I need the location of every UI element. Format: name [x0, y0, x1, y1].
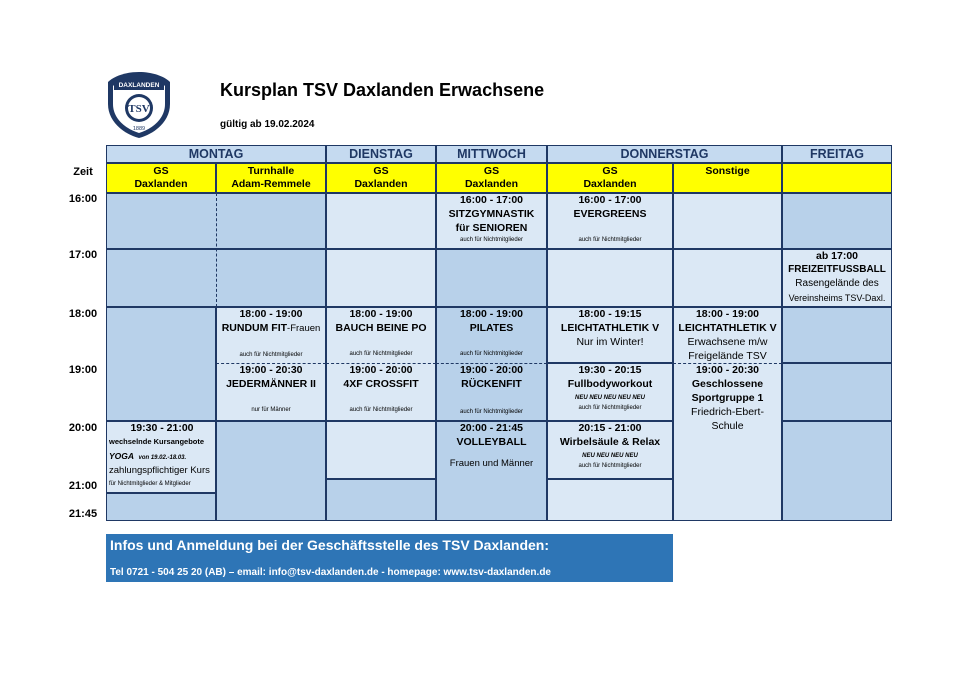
location-header	[216, 163, 326, 193]
course-time: 19:00 - 20:00	[459, 364, 524, 376]
slot-cell	[436, 249, 547, 307]
slot-cell	[326, 249, 436, 307]
slot-cell	[782, 421, 892, 521]
time-label: 19:00	[68, 364, 98, 376]
time-header: Zeit	[73, 166, 93, 178]
course-info: Freigelände TSV	[688, 350, 767, 362]
new-badge: NEU NEU NEU NEU	[582, 453, 638, 459]
course-rundum-fit	[216, 307, 326, 360]
course-note: auch für Nichtmitglieder	[349, 407, 413, 413]
course-name: BAUCH BEINE PO	[335, 322, 427, 334]
slot-cell	[106, 307, 216, 421]
slot-cell	[326, 479, 436, 521]
slot-cell	[326, 421, 436, 479]
location-line: Sonstige	[705, 165, 750, 177]
time-label: 20:00	[68, 422, 98, 434]
course-name: SITZGYMNASTIK	[448, 208, 535, 220]
course-time: 16:00 - 17:00	[459, 194, 524, 206]
course-note: auch für Nichtmitglieder	[459, 237, 524, 243]
slot-cell	[547, 479, 673, 521]
slot-cell	[673, 249, 782, 307]
course-note: auch für Nichtmitglieder	[578, 405, 642, 411]
location-header	[547, 163, 673, 193]
slot-cell	[782, 193, 892, 249]
new-badge: NEU NEU NEU NEU NEU	[574, 395, 645, 401]
course-note: nur für Männer	[251, 407, 291, 413]
course-info: Nur im Winter!	[576, 336, 644, 348]
course-place: Rasengelände des	[795, 278, 879, 289]
time-label: 21:45	[68, 508, 98, 520]
course-note: auch für Nichtmitglieder	[578, 237, 642, 243]
valid-from: gültig ab 19.02.2024	[220, 119, 315, 130]
course-name: PILATES	[469, 322, 514, 334]
course-time: 20:00 - 21:45	[459, 422, 524, 434]
time-label: 21:00	[68, 480, 98, 492]
column-divider	[216, 193, 217, 307]
location-header	[673, 163, 782, 193]
course-sportgruppe	[673, 363, 782, 433]
location-line: Daxlanden	[464, 178, 519, 190]
day-header-donnerstag: DONNERSTAG	[547, 145, 782, 163]
day-header-freitag: FREITAG	[782, 145, 892, 163]
time-label: 16:00	[68, 193, 98, 205]
location-line: GS	[373, 165, 389, 177]
course-name: Fullbodyworkout	[567, 378, 653, 390]
course-name: VOLLEYBALL	[456, 436, 527, 448]
course-note: für Nichtmitglieder & Mitglieder	[109, 481, 191, 487]
location-header	[106, 163, 216, 193]
course-evergreens	[547, 193, 673, 245]
course-name: YOGA	[109, 451, 135, 461]
svg-text:DAXLANDEN: DAXLANDEN	[118, 82, 160, 89]
course-name: FREIZEITFUSSBALL	[788, 264, 886, 275]
course-name: RUNDUM FIT	[221, 322, 288, 334]
location-line: Turnhalle	[247, 165, 295, 177]
course-time: 18:00 - 19:00	[459, 308, 524, 320]
course-note: auch für Nichtmitglieder	[349, 351, 413, 357]
course-info: zahlungspflichtiger Kurs	[109, 465, 210, 476]
course-time: 19:30 - 20:15	[578, 364, 642, 376]
course-name: Geschlossene	[691, 378, 764, 390]
location-line: GS	[483, 165, 500, 177]
course-name: für SENIOREN	[455, 222, 528, 234]
course-volleyball	[436, 421, 547, 471]
day-header-mittwoch: MITTWOCH	[436, 145, 547, 163]
course-note: auch für Nichtmitglieder	[459, 351, 524, 357]
contact-line: Tel 0721 - 504 25 20 (AB) – email: info@tsv-daxlanden.de - homepage: www.tsv-daxlanden.de	[110, 567, 551, 578]
course-sitzgymnastik	[436, 193, 547, 245]
svg-text:TSV: TSV	[128, 103, 150, 115]
time-label: 18:00	[68, 308, 98, 320]
course-bauch-beine-po	[326, 307, 436, 359]
course-name: LEICHTATHLETIK V	[678, 322, 777, 334]
course-note: auch für Nichtmitglieder	[578, 463, 642, 469]
course-name: EVERGREENS	[573, 208, 647, 220]
course-place: Friedrich-Ebert-	[691, 406, 764, 418]
course-time: 19:00 - 20:00	[349, 364, 413, 376]
location-line: GS	[153, 165, 169, 177]
course-info: Frauen und Männer	[449, 458, 534, 469]
course-time: 18:00 - 19:00	[239, 308, 303, 320]
info-banner	[106, 534, 673, 582]
location-line: Adam-Remmele	[231, 178, 311, 190]
slot-cell	[326, 193, 436, 249]
course-fullbodyworkout	[547, 363, 673, 413]
course-time: 16:00 - 17:00	[578, 194, 642, 206]
course-time: 19:00 - 20:30	[695, 364, 760, 376]
course-jedermaenner	[216, 363, 326, 415]
course-wirbelsaeule	[547, 421, 673, 471]
course-info: Erwachsene m/w	[687, 336, 768, 348]
course-name: JEDERMÄNNER II	[226, 378, 316, 390]
course-time: 18:00 - 19:00	[349, 308, 413, 320]
location-line: Daxlanden	[583, 178, 637, 190]
course-name: RÜCKENFIT	[461, 378, 522, 390]
course-info: wechselnde Kursangebote	[109, 437, 205, 446]
location-line: Daxlanden	[134, 178, 188, 190]
page-title: Kursplan TSV Daxlanden Erwachsene	[220, 80, 545, 100]
course-name: 4XF CROSSFIT	[343, 378, 419, 390]
day-header-dienstag: DIENSTAG	[326, 145, 436, 163]
course-name: Wirbelsäule & Relax	[559, 436, 661, 448]
course-crossfit	[326, 363, 436, 415]
course-dates: von 19.02.-18.03.	[138, 455, 187, 461]
slot-cell	[782, 307, 892, 363]
course-place: Vereinsheims TSV-Daxl.	[788, 293, 886, 303]
info-headline: Infos und Anmeldung bei der Geschäftsstelle des TSV Daxlanden:	[110, 537, 550, 553]
course-note: auch für Nichtmitglieder	[459, 409, 524, 415]
course-suffix: -Frauen	[287, 323, 321, 334]
location-line: GS	[602, 165, 618, 177]
course-pilates	[436, 307, 547, 359]
time-label: 17:00	[68, 249, 98, 261]
course-time: 19:30 - 21:00	[130, 422, 194, 434]
course-place: Schule	[711, 420, 744, 432]
location-header-empty	[782, 163, 892, 193]
slot-cell	[547, 249, 673, 307]
slot-cell	[782, 363, 892, 421]
location-header	[436, 163, 547, 193]
course-time: 20:15 - 21:00	[578, 422, 642, 434]
course-rueckenfit	[436, 363, 547, 417]
course-yoga	[109, 421, 215, 491]
course-time: ab 17:00	[815, 250, 859, 262]
course-time: 18:00 - 19:00	[695, 308, 760, 320]
svg-text:1889: 1889	[132, 126, 146, 132]
course-leichtathletik-sonstige	[673, 307, 782, 363]
course-time: 19:00 - 20:30	[239, 364, 303, 376]
course-time: 18:00 - 19:15	[578, 308, 642, 320]
course-name: Sportgruppe 1	[691, 392, 764, 404]
location-header	[326, 163, 436, 193]
course-freizeitfussball	[782, 249, 892, 305]
course-leichtathletik-gs	[547, 307, 673, 349]
course-note: auch für Nichtmitglieder	[239, 352, 303, 358]
slot-cell	[106, 493, 216, 521]
slot-cell	[673, 193, 782, 249]
location-line: Daxlanden	[354, 178, 408, 190]
slot-cell	[216, 421, 326, 521]
course-name: LEICHTATHLETIK V	[560, 322, 660, 334]
day-header-montag: MONTAG	[106, 145, 326, 163]
